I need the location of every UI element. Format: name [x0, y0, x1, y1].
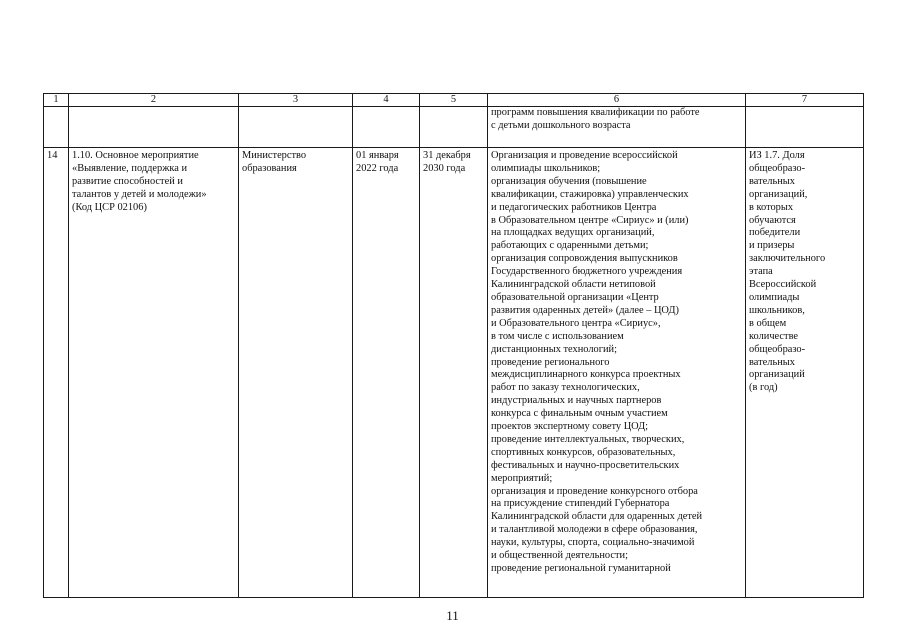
text-line: 2022 года: [356, 162, 399, 174]
indicator-cell: [746, 148, 864, 598]
text-line: 01 января: [356, 150, 399, 161]
text-line: общеобразо-: [749, 343, 806, 355]
text-line: и талантливой молодежи в сфере образования,: [491, 524, 698, 536]
cont-cell-1: [44, 107, 69, 148]
text-line: с детьми дошкольного возраста: [491, 119, 631, 131]
text-line: образования: [242, 162, 297, 174]
row-number: 14: [44, 148, 69, 598]
text-line: организация и проведение конкурсного отбора: [491, 485, 698, 497]
cont-cell-2: [69, 107, 239, 148]
text-line: квалификации, стажировка) управленческих: [491, 188, 689, 200]
cont-activities-text: [491, 107, 742, 133]
text-line: дистанционных технологий;: [491, 343, 617, 355]
text-line: вательных: [749, 175, 795, 187]
text-line: и общественной деятельности;: [491, 550, 628, 562]
text-line: образовательной организации «Центр: [491, 291, 659, 303]
text-line: школьников,: [749, 304, 805, 316]
text-line: заключительного: [749, 253, 826, 265]
responsible-text: [242, 150, 349, 176]
text-line: Государственного бюджетного учреждения: [491, 266, 683, 278]
activities-text: [491, 150, 742, 576]
text-line: организаций,: [749, 188, 808, 200]
text-line: общеобразо-: [749, 162, 806, 174]
responsible-cell: [239, 148, 353, 598]
header-col-4: 4: [353, 94, 420, 107]
text-line: Калининградской области нетиповой: [491, 279, 656, 291]
end-date-text: [423, 150, 484, 176]
header-col-7: 7: [746, 94, 864, 107]
text-line: этапа: [749, 266, 773, 278]
page-number: 11: [446, 608, 459, 623]
measures-table: [43, 93, 864, 598]
header-col-6: 6: [488, 94, 746, 107]
header-col-1: 1: [44, 94, 69, 107]
text-line: организация обучения (повышение: [491, 175, 647, 187]
text-line: проведение интеллектуальных, творческих,: [491, 433, 685, 445]
text-line: обучаются: [749, 214, 796, 226]
text-line: развитие способностей и: [72, 175, 183, 187]
cont-cell-7: [746, 107, 864, 148]
text-line: и призеры: [749, 240, 795, 252]
table-header-row: [44, 94, 864, 107]
text-line: науки, культуры, спорта, социально-значимой: [491, 537, 695, 549]
text-line: проектов экспертному совету ЦОД;: [491, 421, 649, 433]
text-line: ИЗ 1.7. Доля: [749, 150, 805, 161]
text-line: междисциплинарного конкурса проектных: [491, 369, 681, 381]
measure-name-cell: [69, 148, 239, 598]
header-col-3: 3: [239, 94, 353, 107]
end-date-cell: [420, 148, 488, 598]
text-line: проведение регионального: [491, 356, 610, 368]
text-line: работ по заказу технологических,: [491, 382, 640, 394]
start-date-cell: [353, 148, 420, 598]
start-date-text: [356, 150, 416, 176]
text-line: олимпиады: [749, 291, 800, 303]
text-line: организаций: [749, 369, 805, 381]
text-line: талантов у детей и молодежи»: [72, 188, 207, 200]
measure-name-text: [72, 150, 235, 215]
cont-cell-4: [353, 107, 420, 148]
text-line: 1.10. Основное мероприятие: [72, 150, 199, 161]
text-line: Всероссийской: [749, 279, 817, 291]
cont-cell-3: [239, 107, 353, 148]
text-line: в которых: [749, 201, 794, 213]
text-line: «Выявление, поддержка и: [72, 162, 188, 174]
text-line: конкурса с финальным очным участием: [491, 408, 668, 420]
cont-cell-5: [420, 107, 488, 148]
text-line: фестивальных и научно-просветительских: [491, 459, 680, 471]
text-line: количестве: [749, 330, 799, 342]
cont-cell-6: [488, 107, 746, 148]
text-line: 2030 года: [423, 162, 466, 174]
text-line: на присуждение стипендий Губернатора: [491, 498, 670, 510]
text-line: победители: [749, 227, 801, 239]
text-line: Калининградской области для одаренных детей: [491, 511, 703, 523]
text-line: индустриальных и научных партнеров: [491, 395, 662, 407]
header-col-2: 2: [69, 94, 239, 107]
text-line: мероприятий;: [491, 472, 553, 484]
text-line: (в год): [749, 382, 778, 394]
text-line: олимпиады школьников;: [491, 162, 601, 174]
text-line: спортивных конкурсов, образовательных,: [491, 446, 676, 458]
text-line: (Код ЦСР 02106): [72, 201, 147, 213]
table-row-14: [44, 148, 864, 598]
text-line: на площадках ведущих организаций,: [491, 227, 655, 239]
text-line: работающих с одаренными детьми;: [491, 240, 649, 252]
text-line: и Образовательного центра «Сириус»,: [491, 317, 661, 329]
text-line: в Образовательном центре «Сириус» и (или): [491, 214, 689, 226]
text-line: программ повышения квалификации по работе: [491, 107, 700, 118]
table-row-continuation: [44, 107, 864, 148]
text-line: проведение региональной гуманитарной: [491, 563, 671, 574]
header-col-5: 5: [420, 94, 488, 107]
text-line: в том числе с использованием: [491, 330, 624, 342]
indicator-text: [749, 150, 860, 395]
activities-cell: [488, 148, 746, 598]
text-line: организация сопровождения выпускников: [491, 253, 678, 265]
text-line: в общем: [749, 317, 787, 329]
text-line: вательных: [749, 356, 795, 368]
text-line: Министерство: [242, 150, 307, 161]
text-line: Организация и проведение всероссийской: [491, 150, 678, 161]
text-line: развития одаренных детей» (далее – ЦОД): [491, 304, 679, 316]
text-line: 31 декабря: [423, 150, 471, 161]
text-line: и педагогических работников Центра: [491, 201, 657, 213]
